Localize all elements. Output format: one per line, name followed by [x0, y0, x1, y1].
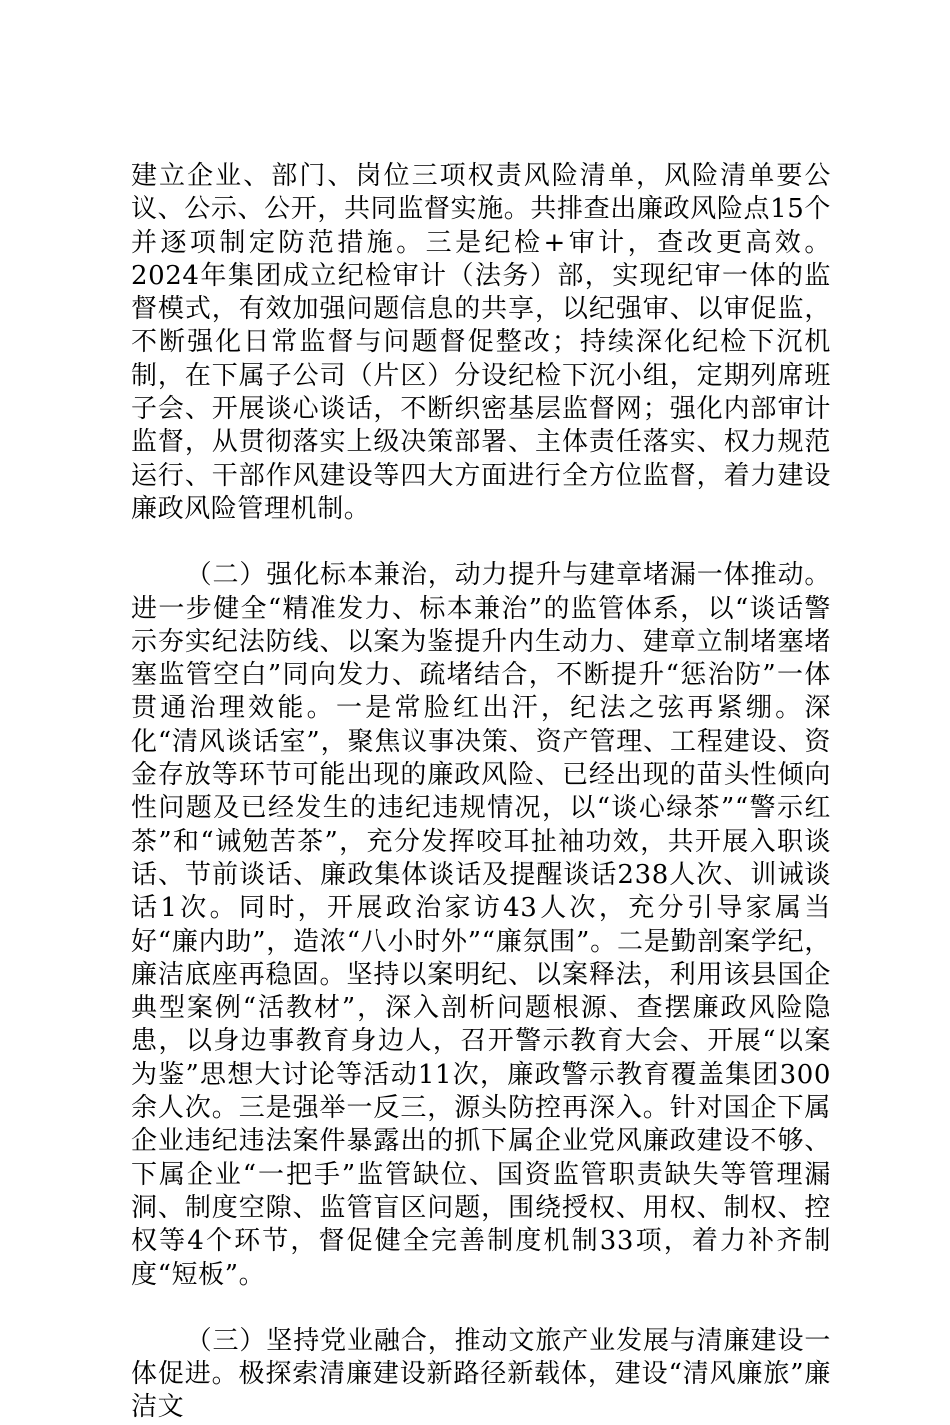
paragraph-section-three: （三）坚持党业融合，推动文旅产业发展与清廉建设一体促进。极探索清廉建设新路径新载体，建设“清风廉旅”廉洁文: [131, 1325, 831, 1423]
paragraph-continuation: 建立企业、部门、岗位三项权责风险清单，风险清单要公议、公示、公开，共同监督实施。共排查出廉政风险点15个并逐项制定防范措施。三是纪检+审计，查改更高效。2024年集团成立纪检审计（法务）部，实现纪审一体的监督模式，有效加强问题信息的共享，以纪强审、以审促监，不断强化日常监督与问题督促整改；持续深化纪检下沉机制，在下属子公司（片区）分设纪检下沉小组，定期列席班子会、开展谈心谈话，不断织密基层监督网；强化内部审计监督，从贯彻落实上级决策部署、主体责任落实、权力规范运行、干部作风建设等四大方面进行全方位监督，着力建设廉政风险管理机制。: [131, 161, 831, 524]
paragraph-section-two: （二）强化标本兼治，动力提升与建章堵漏一体推动。进一步健全“精准发力、标本兼治”的监管体系，以“谈话警示夯实纪法防线、以案为鉴提升内生动力、建章立制堵塞堵塞监管空白”同向发力、疏堵结合，不断提升“惩治防”一体贯通治理效能。一是常脸红出汗，纪法之弦再紧绷。深化“清风谈话室”，聚焦议事决策、资产管理、工程建设、资金存放等环节可能出现的廉政风险、已经出现的苗头性倾向性问题及已经发生的违纪违规情况，以“谈心绿茶”“警示红茶”和“诫勉苦茶”，充分发挥咬耳扯袖功效，共开展入职谈话、节前谈话、廉政集体谈话及提醒谈话238人次、训诫谈话1次。同时，开展政治家访43人次，充分引导家属当好“廉内助”，造浓“八小时外”“廉氛围”。二是勤剖案学纪，廉洁底座再稳固。坚持以案明纪、以案释法，利用该县国企典型案例“活教材”，深入剖析问题根源、查摆廉政风险隐患，以身边事教育身边人，召开警示教育大会、开展“以案为鉴”思想大讨论等活动11次，廉政警示教育覆盖集团300余人次。三是强举一反三，源头防控再深入。针对国企下属企业违纪违法案件暴露出的抓下属企业党风廉政建设不够、下属企业“一把手”监管缺位、国资监管职责缺失等管理漏洞、制度空隙、监管盲区问题，围绕授权、用权、制权、控权等4个环节，督促健全完善制度机制33项，着力补齐制度“短板”。: [131, 560, 831, 1290]
document-body: [131, 160, 831, 1425]
